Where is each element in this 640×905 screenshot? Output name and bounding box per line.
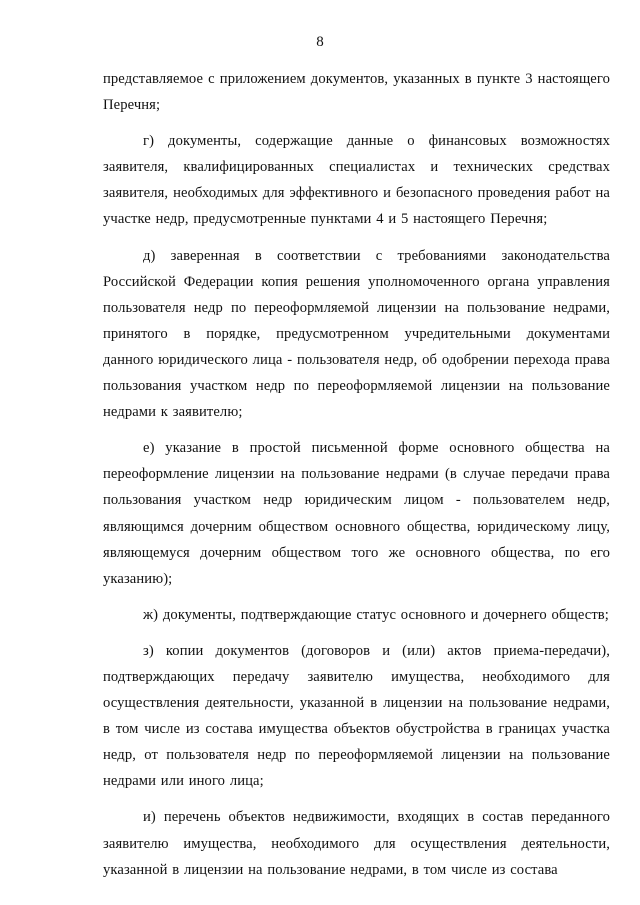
paragraph-item-d: д) заверенная в соответствии с требованиями законодательства Российской Федерации копия решения уполномоченного органа управления пользователя недр по переоформляемой лицензии на пользование недрами, принятого в порядке, предусмотренном учредительными документами данного юридического лица - пользователя недр, об одобрении перехода права пользования участком недр по переоформляемой лицензии на пользование недрами к заявителю; (103, 247, 610, 421)
paragraph-continuation: представляемое с приложением документов, указанных в пункте 3 настоящего Перечня; (103, 71, 610, 114)
paragraph-item-g: г) документы, содержащие данные о финансовых возможностях заявителя, квалифицированных специалистах и технических средствах заявителя, необходимых для эффективного и безопасного проведения работ на участке недр, предусмотренные пунктами 4 и 5 настоящего Перечня; (103, 133, 610, 228)
paragraph-item-e: е) указание в простой письменной форме основного общества на переоформление лицензии на пользование недрами (в случае передачи права пользования участком недр юридическим лицом - пользователем недр, являющимся дочерним обществом основного общества, юридическому лицу, являющемуся дочерним обществом того же основного общества, по его указанию); (103, 440, 610, 587)
document-body (103, 66, 610, 882)
page-number: 8 (316, 34, 324, 50)
paragraph-item-i: и) перечень объектов недвижимости, входящих в состав переданного заявителю имущества, необходимого для осуществления деятельности, указанной в лицензии на пользование недрами, в том числе из состава (103, 809, 610, 878)
paragraph-item-zh: ж) документы, подтверждающие статус основного и дочернего обществ; (143, 606, 609, 623)
paragraph-item-z: з) копии документов (договоров и (или) актов приема-передачи), подтверждающих передачу заявителю имущества, необходимого для осуществления деятельности, указанной в лицензии на пользование недрами, в том числе из состава имущества объектов обустройства в границах участка недр, от пользователя недр по переоформляемой лицензии на пользование недрами или иного лица; (103, 642, 610, 790)
